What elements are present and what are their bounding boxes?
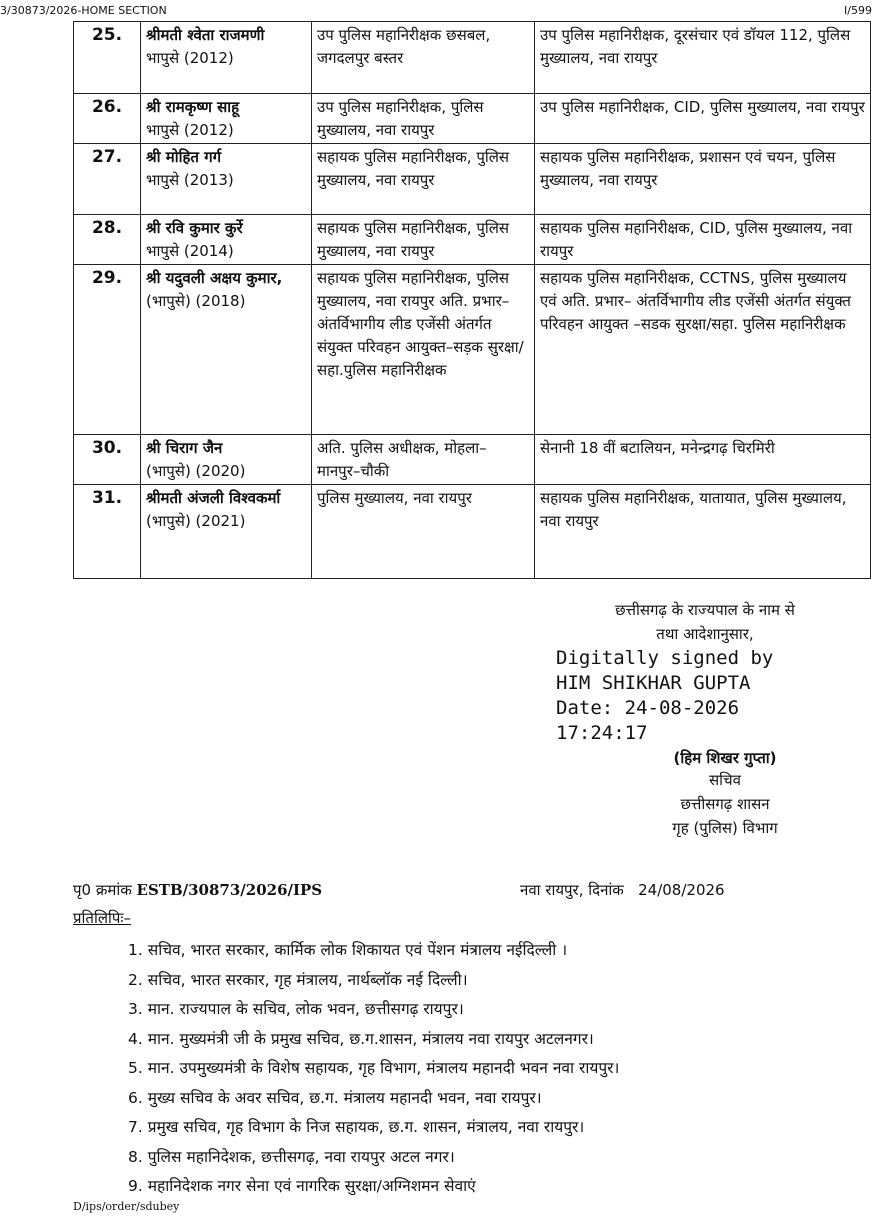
- digital-signature-line-2: HIM SHIKHAR GUPTA: [556, 672, 751, 694]
- new-posting: उप पुलिस महानिरीक्षक, CID, पुलिस मुख्यालय, नवा रायपुर: [535, 94, 871, 144]
- copy-item: 9. महानिदेशक नगर सेना एवं नागरिक सुरक्षा/अग्निशमन सेवाएं: [128, 1177, 476, 1195]
- table-row: [74, 215, 871, 265]
- officer-cell: [141, 22, 312, 94]
- reference-code: ESTB/30873/2026/IPS: [136, 881, 323, 899]
- copy-item: 3. मान. राज्यपाल के सचिव, लोक भवन, छत्तीसगढ़ रायपुर।: [128, 1000, 464, 1018]
- signer-name: (हिम शिखर गुप्ता): [673, 749, 777, 767]
- officer-cell: [141, 215, 312, 265]
- digital-signature-line-1: Digitally signed by: [556, 647, 774, 669]
- table-row: [74, 144, 871, 215]
- new-posting: सहायक पुलिस महानिरीक्षक, CCTNS, पुलिस मुख्यालय एवं अति. प्रभार– अंतर्विभागीय लीड एजेंसी अंतर्गत संयुक्त परिवहन आयुक्त –सडक सुरक्षा/सहा. पुलिस महानिरीक्षक: [535, 265, 871, 435]
- officer-cell: [141, 435, 312, 485]
- reference-place-date: [520, 880, 725, 900]
- new-posting: सेनानी 18 वीं बटालियन, मनेन्द्रगढ़ चिरमिरी: [535, 435, 871, 485]
- table-row: [74, 265, 871, 435]
- table-row: [74, 22, 871, 94]
- copy-item: 5. मान. उपमुख्यमंत्री के विशेष सहायक, गृह विभाग, मंत्रालय महानदी भवन नवा रायपुर।: [128, 1059, 620, 1077]
- new-posting: सहायक पुलिस महानिरीक्षक, यातायात, पुलिस मुख्यालय, नवा रायपुर: [535, 485, 871, 579]
- officer-name: श्री चिराग जैन: [146, 439, 223, 457]
- signer-designation: सचिव: [709, 771, 741, 789]
- current-posting: पुलिस मुख्यालय, नवा रायपुर: [312, 485, 535, 579]
- transfer-table-body: [74, 22, 871, 579]
- officer-name: श्री यदुवली अक्षय कुमार,: [146, 269, 283, 287]
- officer-name: श्रीमती अंजली विश्वकर्मा: [146, 489, 281, 507]
- officer-name: श्री मोहित गर्ग: [146, 148, 222, 166]
- officer-service: (भापुसे) (2021): [146, 512, 246, 530]
- current-posting: अति. पुलिस अधीक्षक, मोहला–मानपुर–चौकी: [312, 435, 535, 485]
- officer-service: भापुसे (2012): [146, 49, 234, 67]
- current-posting: सहायक पुलिस महानिरीक्षक, पुलिस मुख्यालय, नवा रायपुर: [312, 144, 535, 215]
- officer-name: श्री रवि कुमार कुर्रे: [146, 219, 243, 237]
- signer-government: छत्तीसगढ़ शासन: [680, 795, 770, 813]
- officer-service: भापुसे (2013): [146, 171, 234, 189]
- officer-service: भापुसे (2014): [146, 242, 234, 260]
- officer-cell: [141, 485, 312, 579]
- copy-to-list: [128, 936, 619, 1202]
- copy-item: 6. मुख्य सचिव के अवर सचिव, छ.ग. मंत्रालय महानदी भवन, नवा रायपुर।: [128, 1088, 542, 1107]
- copy-item: 7. प्रमुख सचिव, गृह विभाग के निज सहायक, छ.ग. शासन, मंत्रालय, नवा रायपुर।: [128, 1118, 585, 1136]
- reference-place-label: नवा रायपुर, दिनांक: [520, 881, 624, 899]
- copy-item: 1. सचिव, भारत सरकार, कार्मिक लोक शिकायत एवं पेंशन मंत्रालय नईदिल्ली ।: [128, 941, 568, 959]
- current-posting: उप पुलिस महानिरीक्षक, पुलिस मुख्यालय, नवा रायपुर: [312, 94, 535, 144]
- current-posting: सहायक पुलिस महानिरीक्षक, पुलिस मुख्यालय, नवा रायपुर अति. प्रभार– अंतर्विभागीय लीड एजेंसी अंतर्गत संयुक्त परिवहन आयुक्त–सड़क सुरक्षा/सहा.पुलिस महानिरीक्षक: [312, 265, 535, 435]
- serial-number: 30.: [74, 435, 141, 485]
- order-line-2: तथा आदेशानुसार,: [656, 625, 754, 643]
- new-posting: उप पुलिस महानिरीक्षक, दूरसंचार एवं डॉयल 112, पुलिस मुख्यालय, नवा रायपुर: [535, 22, 871, 94]
- copy-item: 8. पुलिस महानिदेशक, छत्तीसगढ़, नवा रायपुर अटल नगर।: [128, 1147, 455, 1166]
- officer-service: भापुसे (2012): [146, 121, 234, 139]
- table-row: [74, 435, 871, 485]
- serial-number: 25.: [74, 22, 141, 94]
- officer-cell: [141, 265, 312, 435]
- digital-signature-line-4: 17:24:17: [556, 722, 648, 744]
- serial-number: 27.: [74, 144, 141, 215]
- signature-block: [540, 598, 870, 840]
- officer-cell: [141, 94, 312, 144]
- reference-number: [73, 880, 322, 900]
- current-posting: सहायक पुलिस महानिरीक्षक, पुलिस मुख्यालय, नवा रायपुर: [312, 215, 535, 265]
- new-posting: सहायक पुलिस महानिरीक्षक, प्रशासन एवं चयन, पुलिस मुख्यालय, नवा रायपुर: [535, 144, 871, 215]
- order-line-1: छत्तीसगढ़ के राज्यपाल के नाम से: [615, 601, 795, 619]
- copy-item: 4. मान. मुख्यमंत्री जी के प्रमुख सचिव, छ.ग.शासन, मंत्रालय नवा रायपुर अटलनगर।: [128, 1029, 594, 1048]
- officer-name: श्रीमती श्वेता राजमणी: [146, 26, 265, 44]
- officer-name: श्री रामकृष्ण साहू: [146, 98, 240, 116]
- digital-signature-line-3: Date: 24-08-2026: [556, 697, 740, 719]
- table-row: [74, 94, 871, 144]
- serial-number: 29.: [74, 265, 141, 435]
- officer-service: (भापुसे) (2018): [146, 292, 246, 310]
- reference-date: 24/08/2026: [638, 881, 725, 899]
- copy-item: 2. सचिव, भारत सरकार, गृह मंत्रालय, नार्थब्लॉक नई दिल्ली।: [128, 970, 468, 989]
- table-row: [74, 485, 871, 579]
- signer-department: गृह (पुलिस) विभाग: [672, 819, 778, 837]
- officer-service: (भापुसे) (2020): [146, 462, 246, 480]
- serial-number: 26.: [74, 94, 141, 144]
- officer-cell: [141, 144, 312, 215]
- reference-prefix: पृ0 क्रमांक: [73, 881, 132, 899]
- current-posting: उप पुलिस महानिरीक्षक छसबल, जगदलपुर बस्तर: [312, 22, 535, 94]
- document-header-ref: 3/30873/2026-HOME SECTION: [0, 4, 167, 17]
- page-number: I/599: [844, 4, 872, 17]
- serial-number: 28.: [74, 215, 141, 265]
- serial-number: 31.: [74, 485, 141, 579]
- new-posting: सहायक पुलिस महानिरीक्षक, CID, पुलिस मुख्यालय, नवा रायपुर: [535, 215, 871, 265]
- copy-to-label: प्रतिलिपिः–: [73, 909, 131, 927]
- footer-file-code: D/ips/order/sdubey: [73, 1200, 180, 1213]
- transfer-table: [73, 21, 871, 579]
